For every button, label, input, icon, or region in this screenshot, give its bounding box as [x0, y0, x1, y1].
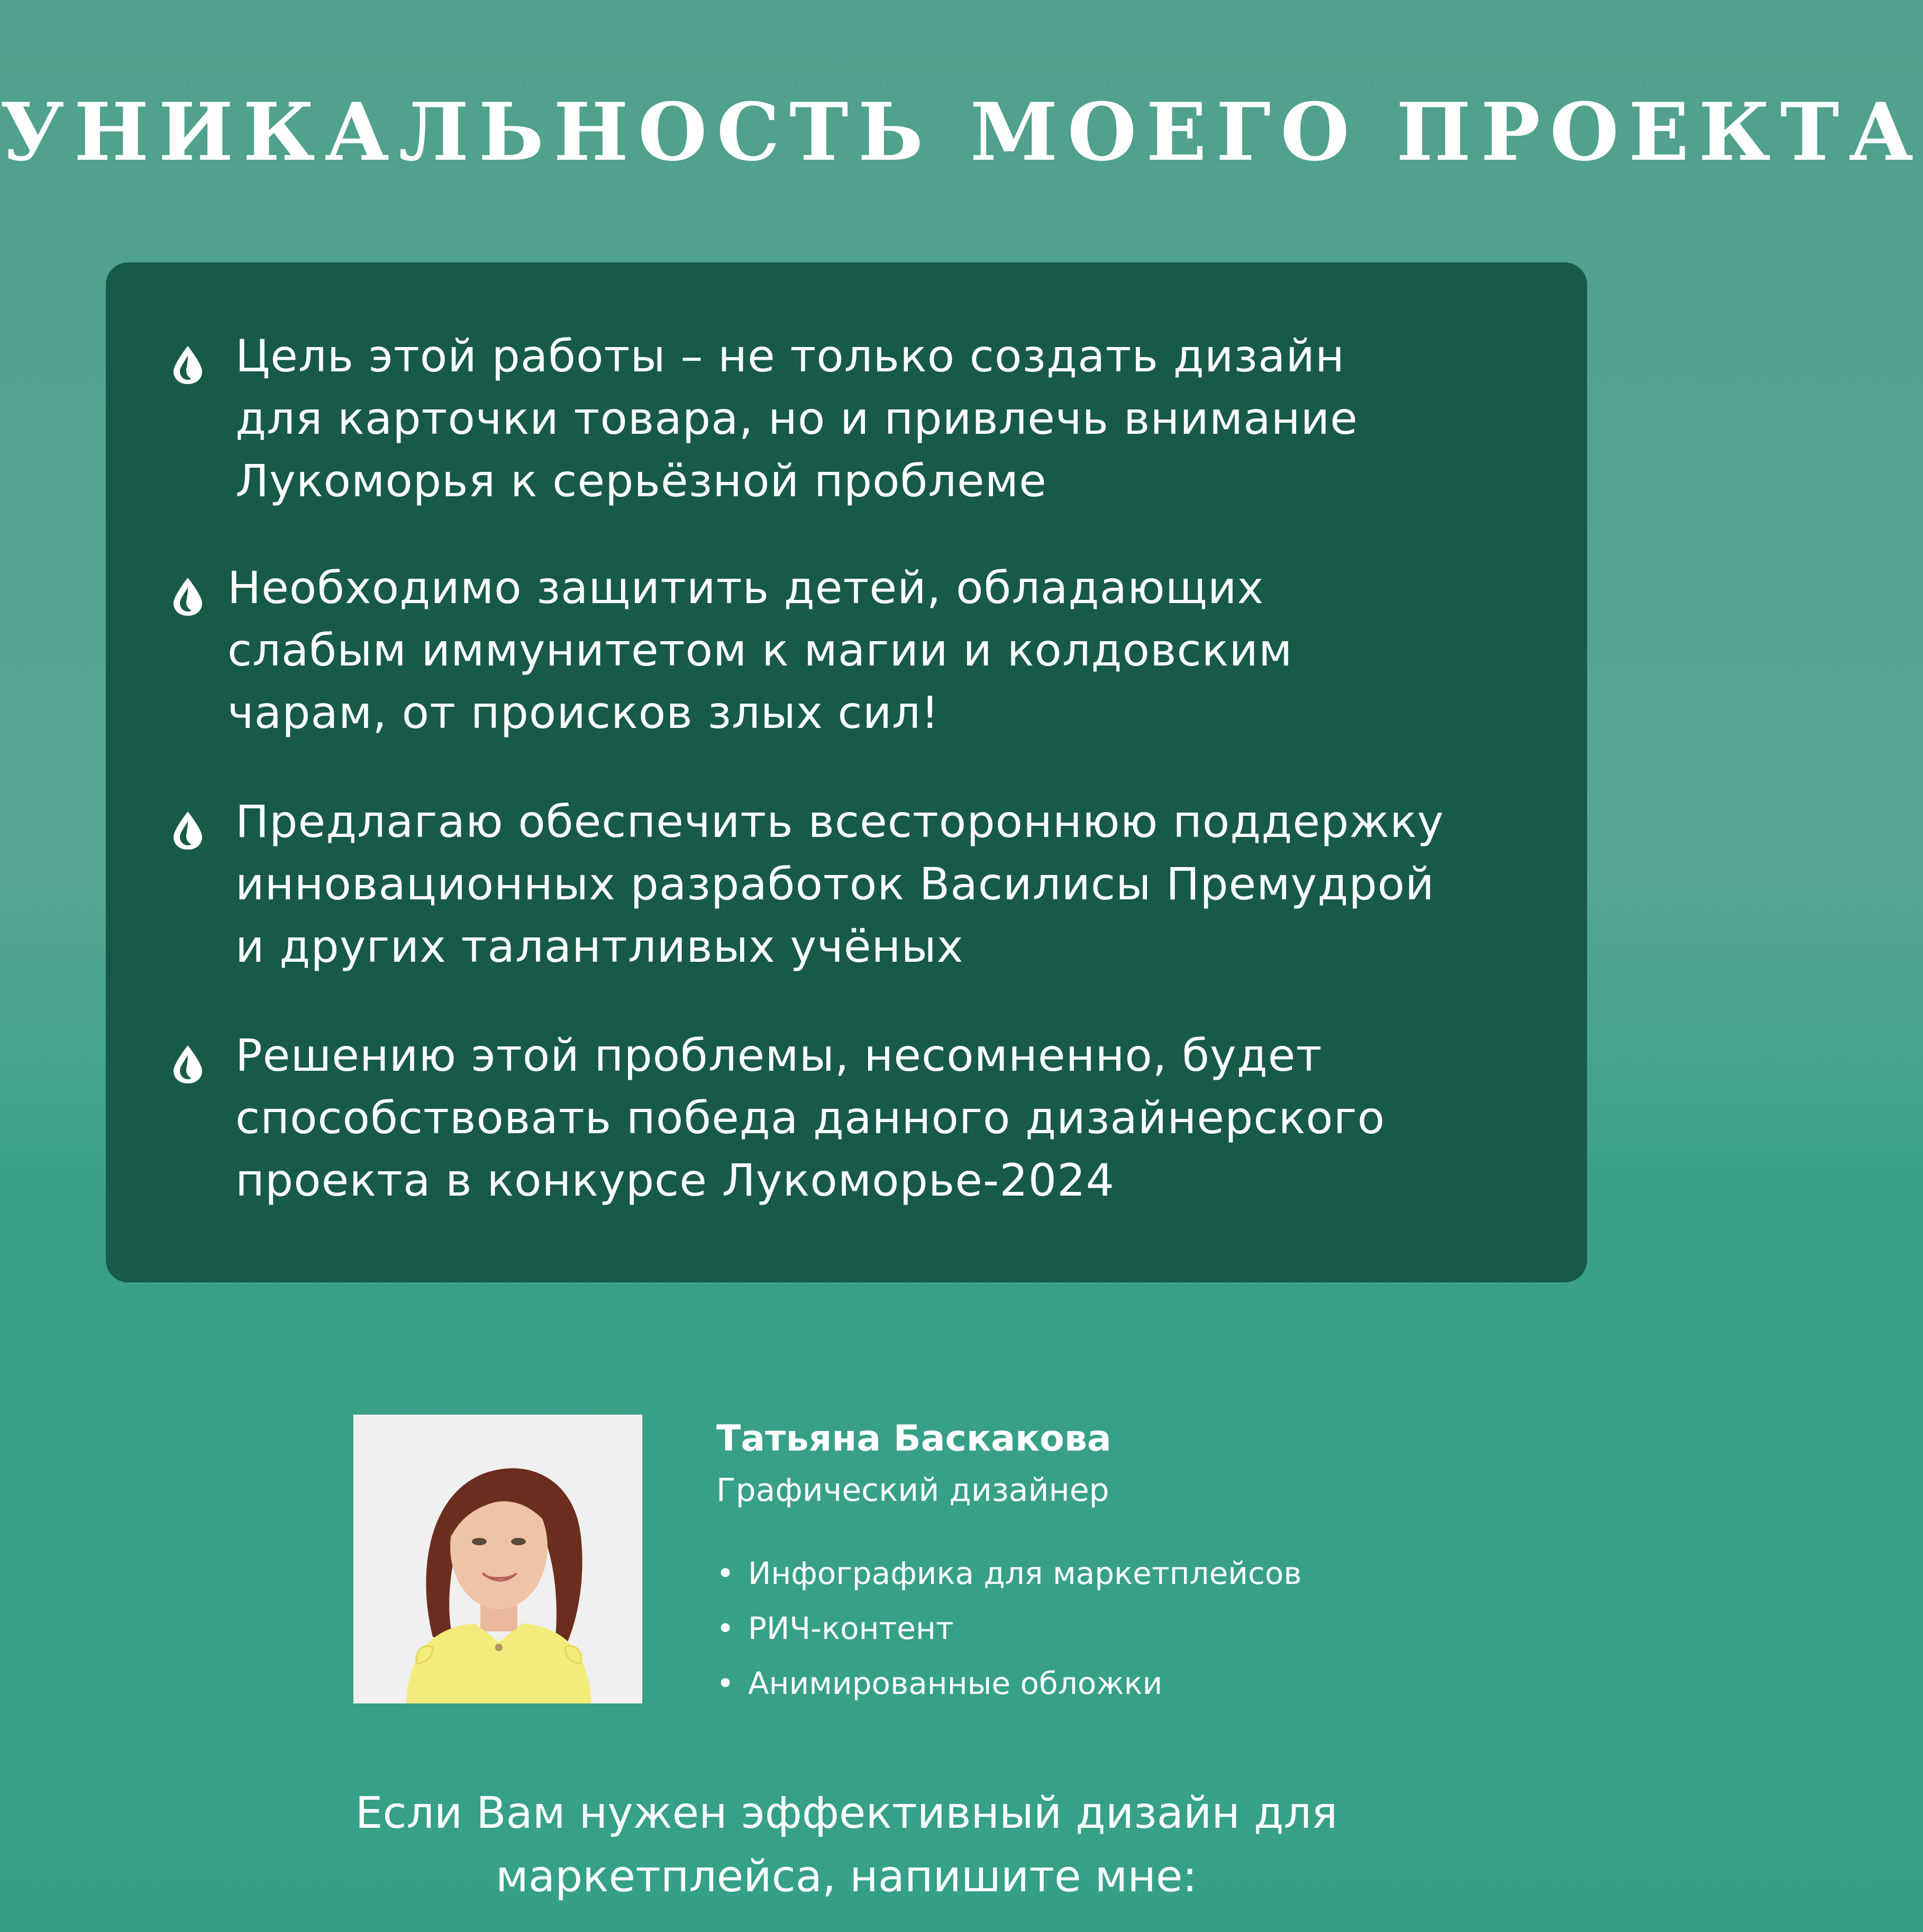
avatar	[353, 1415, 642, 1703]
uniqueness-card	[106, 262, 1587, 1282]
service-label: Анимированные обложки	[748, 1665, 1163, 1701]
bullet-icon: •	[716, 1610, 735, 1646]
cta-line: маркетплейса, напишите мне:	[495, 1852, 1198, 1902]
list-item	[716, 1601, 1302, 1656]
point-text: Решению этой проблемы, несомненно, будет способствовать победа данного дизайнерского проекта в конкурсе Лукоморье-2024	[235, 1029, 1386, 1206]
point-text: Цель этой работы – не только создать дизайн для карточки товара, но и привлечь внимание Лукоморья к серьёзной проблеме	[235, 330, 1358, 507]
point-text: Необходимо защитить детей, обладающих слабым иммунитетом к магии и колдовским чарам, от происков злых сил!	[227, 562, 1293, 739]
author-name: Татьяна Баскакова	[716, 1418, 1111, 1460]
drop-icon	[169, 1043, 206, 1086]
list-item	[716, 1546, 1302, 1601]
page-title: УНИКАЛЬНОСТЬ МОЕГО ПРОЕКТА	[0, 86, 1923, 179]
author-role: Графический дизайнер	[716, 1472, 1109, 1509]
list-item	[716, 1656, 1302, 1711]
drop-icon	[169, 809, 206, 852]
bullet-icon: •	[716, 1665, 735, 1701]
drop-icon	[169, 344, 206, 386]
drop-icon	[169, 576, 206, 618]
bullet-icon: •	[716, 1555, 735, 1591]
point-text: Предлагаю обеспечить всестороннюю поддержку инновационных разработок Василисы Премудрой и других талантливых учёных	[235, 796, 1444, 972]
call-to-action	[0, 1782, 1693, 1909]
service-label: РИЧ-контент	[748, 1610, 954, 1646]
service-label: Инфографика для маркетплейсов	[748, 1555, 1302, 1591]
services-list	[716, 1546, 1302, 1711]
cta-line: Если Вам нужен эффективный дизайн для	[355, 1788, 1338, 1838]
